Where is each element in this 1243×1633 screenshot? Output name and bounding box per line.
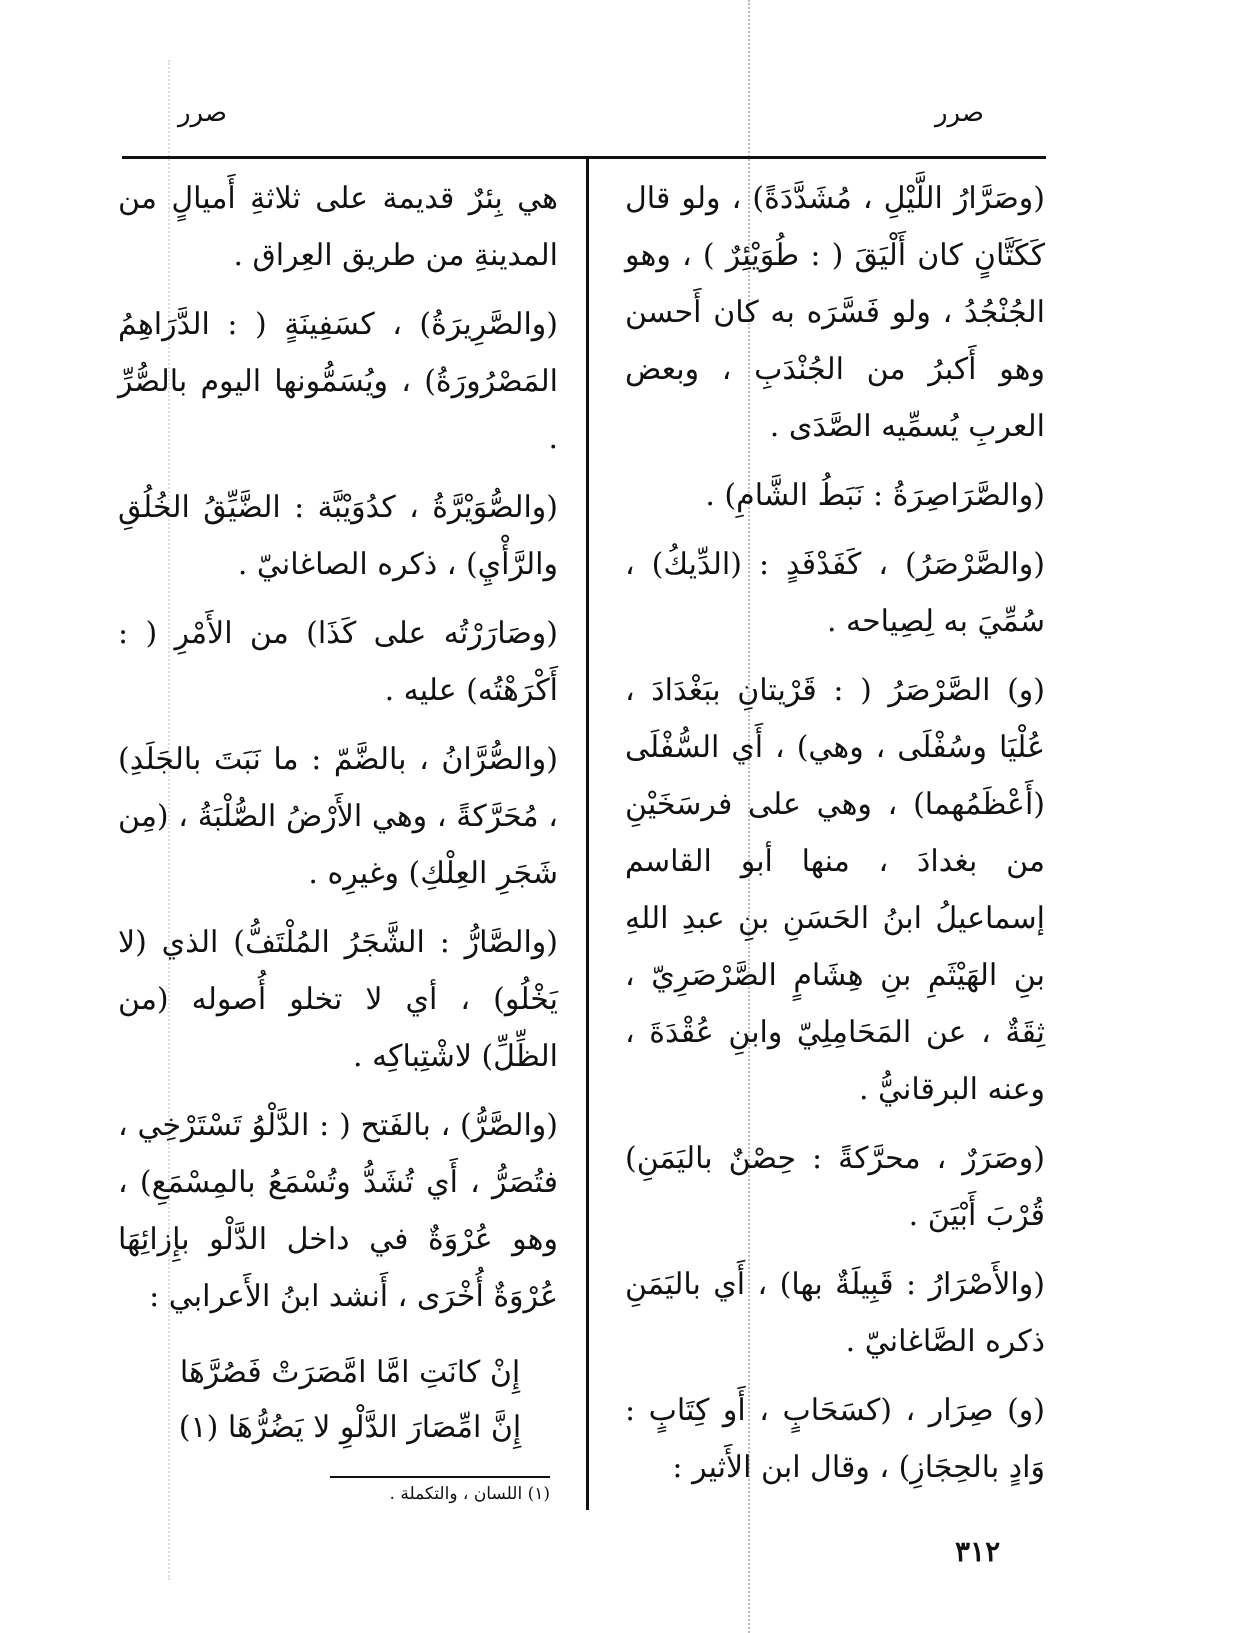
entry: هي بِئرٌ قديمة على ثلاثةِ أَميالٍ من المدينةِ من طريق العِراق . <box>118 181 558 273</box>
header-word-left: صرر <box>178 98 227 128</box>
right-column <box>625 170 1045 1508</box>
entry: (والصُّرَّانُ ، بالضَّمّ : ما نَبَتَ بالجَلَدِ) ، مُحَرَّكةً ، وهي الأَرْضُ الصُّلْبَةُ ، (مِن شَجَرِ العِلْكِ) وغيرِه . <box>118 742 558 891</box>
entry: (والصُّوَيْرَّةُ ، كدُوَيْبَّة : الضَّيِّقُ الخُلُقِ والرَّأْيِ) ، ذكره الصاغانيّ . <box>118 490 558 582</box>
poem-verse <box>160 1345 540 1455</box>
verse-line: إِنْ كانَتِ امَّا امَّصَرَتْ فَصُرَّهَا <box>179 1355 521 1390</box>
entry: (والأَصْرَارُ : قَبِيلَةٌ بها) ، أَي باليَمَنِ ذكره الصَّاغانيّ . <box>625 1267 1045 1359</box>
entry: (و) صِرَار ، (كسَحَابٍ ، أَو كِتَابٍ : وَادٍ بالحِجَازِ) ، وقال ابن الأَثير : <box>625 1393 1045 1485</box>
footnote-rule <box>330 1476 550 1478</box>
left-column <box>118 170 558 1337</box>
entry: (و) الصَّرْصَرُ ( : قَرْيتانِ ببَغْدَادَ ، عُلْيَا وسُفْلَى ، وهي) ، أَي السُّفْلَى (أَعْظَمُهما) ، وهي على فرسَخَيْنِ من بغدادَ ، منها أبو القاسم إسماعيلُ ابنُ الحَسَنِ بنِ عبدِ اللهِ بنِ الهَيْثَمِ بنِ هِشَامٍ الصَّرْصَرِيّ ، ثِقَةٌ ، عن المَحَامِلِيّ وابنِ عُقْدَةَ ، وعنه البرقانيُّ . <box>625 673 1045 1107</box>
header-word-right: صرر <box>935 98 984 128</box>
entry: (والصَّارُّ : الشَّجَرُ المُلْتَفُّ) الذي (لا يَخْلُو) ، أي لا تخلو أُصوله (من الظِّلِّ) لاشْتِباكِه . <box>118 925 558 1074</box>
entry: (وصَرَّارُ اللَّيْلِ ، مُشَدَّدَةً) ، ولو قال كَكَتَّانٍ كان أَلْيَقَ ( : طُوَيْئِرٌ ) ، وهو الجُنْجُدُ ، ولو فَسَّرَه به كان أَحسن وهو أَكبرُ من الجُنْدَبِ ، وبعض العربِ يُسمِّيه الصَّدَى . <box>625 181 1045 444</box>
header-rule <box>122 156 1046 159</box>
column-divider <box>586 158 589 1510</box>
entry: (والصَّرِيرَةُ) ، كسَفِينَةٍ ( : الدَّرَاهِمُ المَصْرُورَةُ) ، ويُسَمُّونها اليوم بالصُّرِّ . <box>118 307 558 456</box>
footnote: (١) اللسان ، والتكملة . <box>389 1484 550 1504</box>
page-number: ٣١٢ <box>955 1535 1001 1568</box>
entry: (والصَّرَاصِرَةُ : نَبَطُ الشَّامِ) . <box>705 478 1045 513</box>
entry: (وصَرَرٌ ، محرَّكةً : حِصْنٌ باليَمَنِ) قُرْبَ أَبْيَنَ . <box>625 1141 1045 1233</box>
verse-line: إِنَّ امِّصَارَ الدَّلْوِ لا يَضُرُّهَا (١) <box>178 1410 522 1445</box>
entry: (والصَّرُّ) ، بالفَتح ( : الدَّلْوُ تَسْتَرْخِي ، فتُصَرُّ ، أَي تُشَدُّ وتُسْمَعُ بالمِسْمَعِ) ، وهو عُرْوَةٌ في داخل الدَّلْو بإِزائِهَا عُرْوَةٌ أُخْرَى ، أَنشد ابنُ الأَعرابي : <box>118 1108 558 1314</box>
entry: (والصَّرْصَرُ) ، كَفَدْفَدٍ : (الدِّيكُ) ، سُمِّيَ به لِصِياحه . <box>625 547 1045 639</box>
entry: (وصَارَرْتُه على كَذَا) من الأَمْرِ ( : أَكْرَهْتُه) عليه . <box>118 616 558 708</box>
